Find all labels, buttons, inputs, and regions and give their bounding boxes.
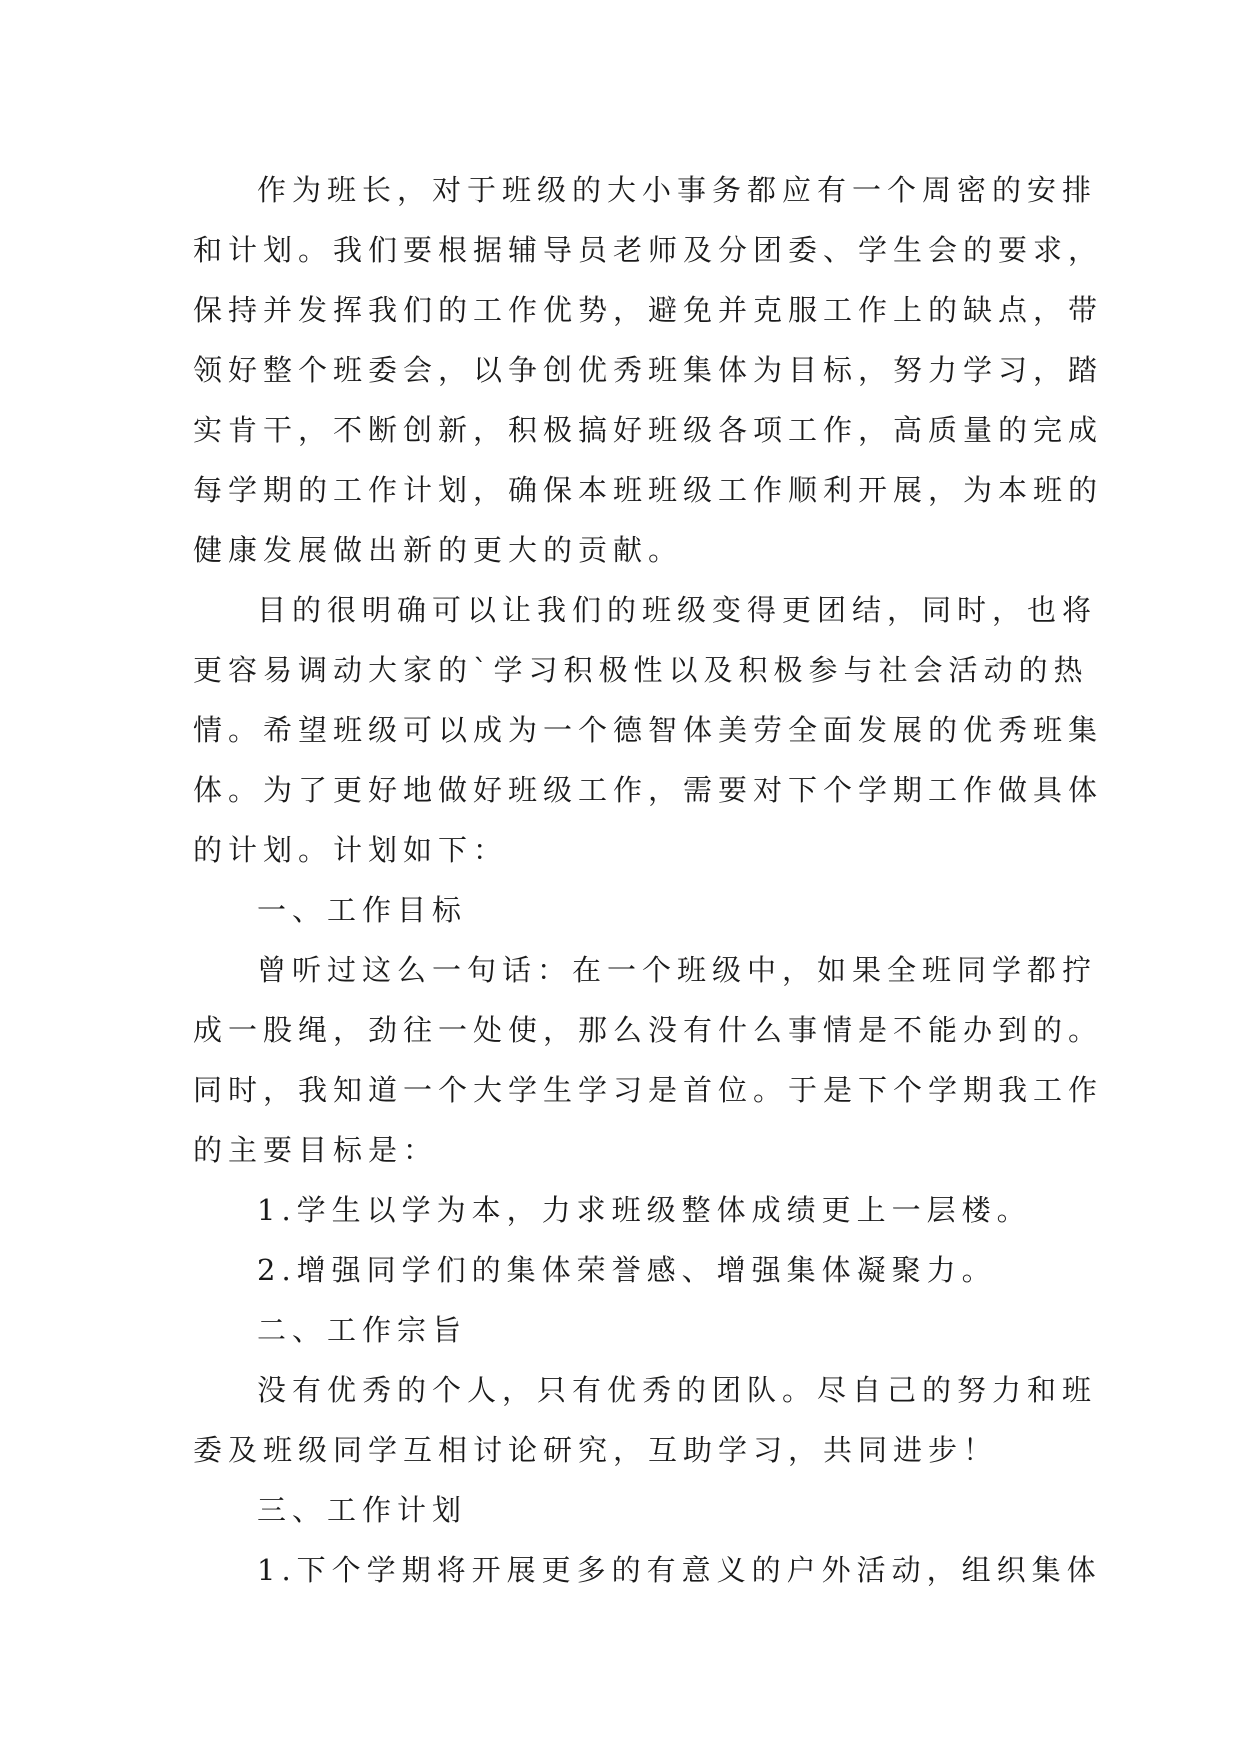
section-heading: 二、工作宗旨 xyxy=(257,1313,468,1347)
paragraph-line: 同时，我知道一个大学生学习是首位。于是下个学期我工作 xyxy=(193,1073,1104,1107)
paragraph-line: 每学期的工作计划，确保本班班级工作顺利开展，为本班的 xyxy=(193,473,1104,507)
paragraph-line: 情。希望班级可以成为一个德智体美劳全面发展的优秀班集 xyxy=(193,713,1104,747)
paragraph-line: 成一股绳，劲往一处使，那么没有什么事情是不能办到的。 xyxy=(193,1013,1104,1047)
paragraph-line: 的计划。计划如下： xyxy=(193,833,509,867)
paragraph-line: 目的很明确可以让我们的班级变得更团结，同时，也将 xyxy=(257,593,1098,627)
section-heading: 一、工作目标 xyxy=(257,893,468,927)
paragraph-line: 领好整个班委会，以争创优秀班集体为目标，努力学习，踏 xyxy=(193,353,1104,387)
document-body xyxy=(193,160,1104,1600)
paragraph-line: 曾听过这么一句话：在一个班级中，如果全班同学都拧 xyxy=(257,953,1098,987)
paragraph-line: 更容易调动大家的`学习积极性以及积极参与社会活动的热 xyxy=(193,653,1089,687)
paragraph-line: 的主要目标是： xyxy=(193,1133,439,1167)
paragraph-line: 委及班级同学互相讨论研究，互助学习，共同进步！ xyxy=(193,1433,999,1467)
paragraph-line: 没有优秀的个人，只有优秀的团队。尽自己的努力和班 xyxy=(257,1373,1098,1407)
paragraph-line: 作为班长，对于班级的大小事务都应有一个周密的安排 xyxy=(257,173,1098,207)
paragraph-line: 和计划。我们要根据辅导员老师及分团委、学生会的要求， xyxy=(193,233,1104,267)
section-heading: 三、工作计划 xyxy=(257,1493,468,1527)
list-item: 2.增强同学们的集体荣誉感、增强集体凝聚力。 xyxy=(257,1253,997,1287)
paragraph-line: 实肯干，不断创新，积极搞好班级各项工作，高质量的完成 xyxy=(193,413,1104,447)
paragraph-line: 保持并发挥我们的工作优势，避免并克服工作上的缺点，带 xyxy=(193,293,1104,327)
list-item: 1.学生以学为本，力求班级整体成绩更上一层楼。 xyxy=(257,1193,1032,1227)
list-item: 1.下个学期将开展更多的有意义的户外活动，组织集体 xyxy=(257,1553,1102,1587)
paragraph-line: 体。为了更好地做好班级工作，需要对下个学期工作做具体 xyxy=(193,773,1104,807)
paragraph-line: 健康发展做出新的更大的贡献。 xyxy=(193,533,684,567)
